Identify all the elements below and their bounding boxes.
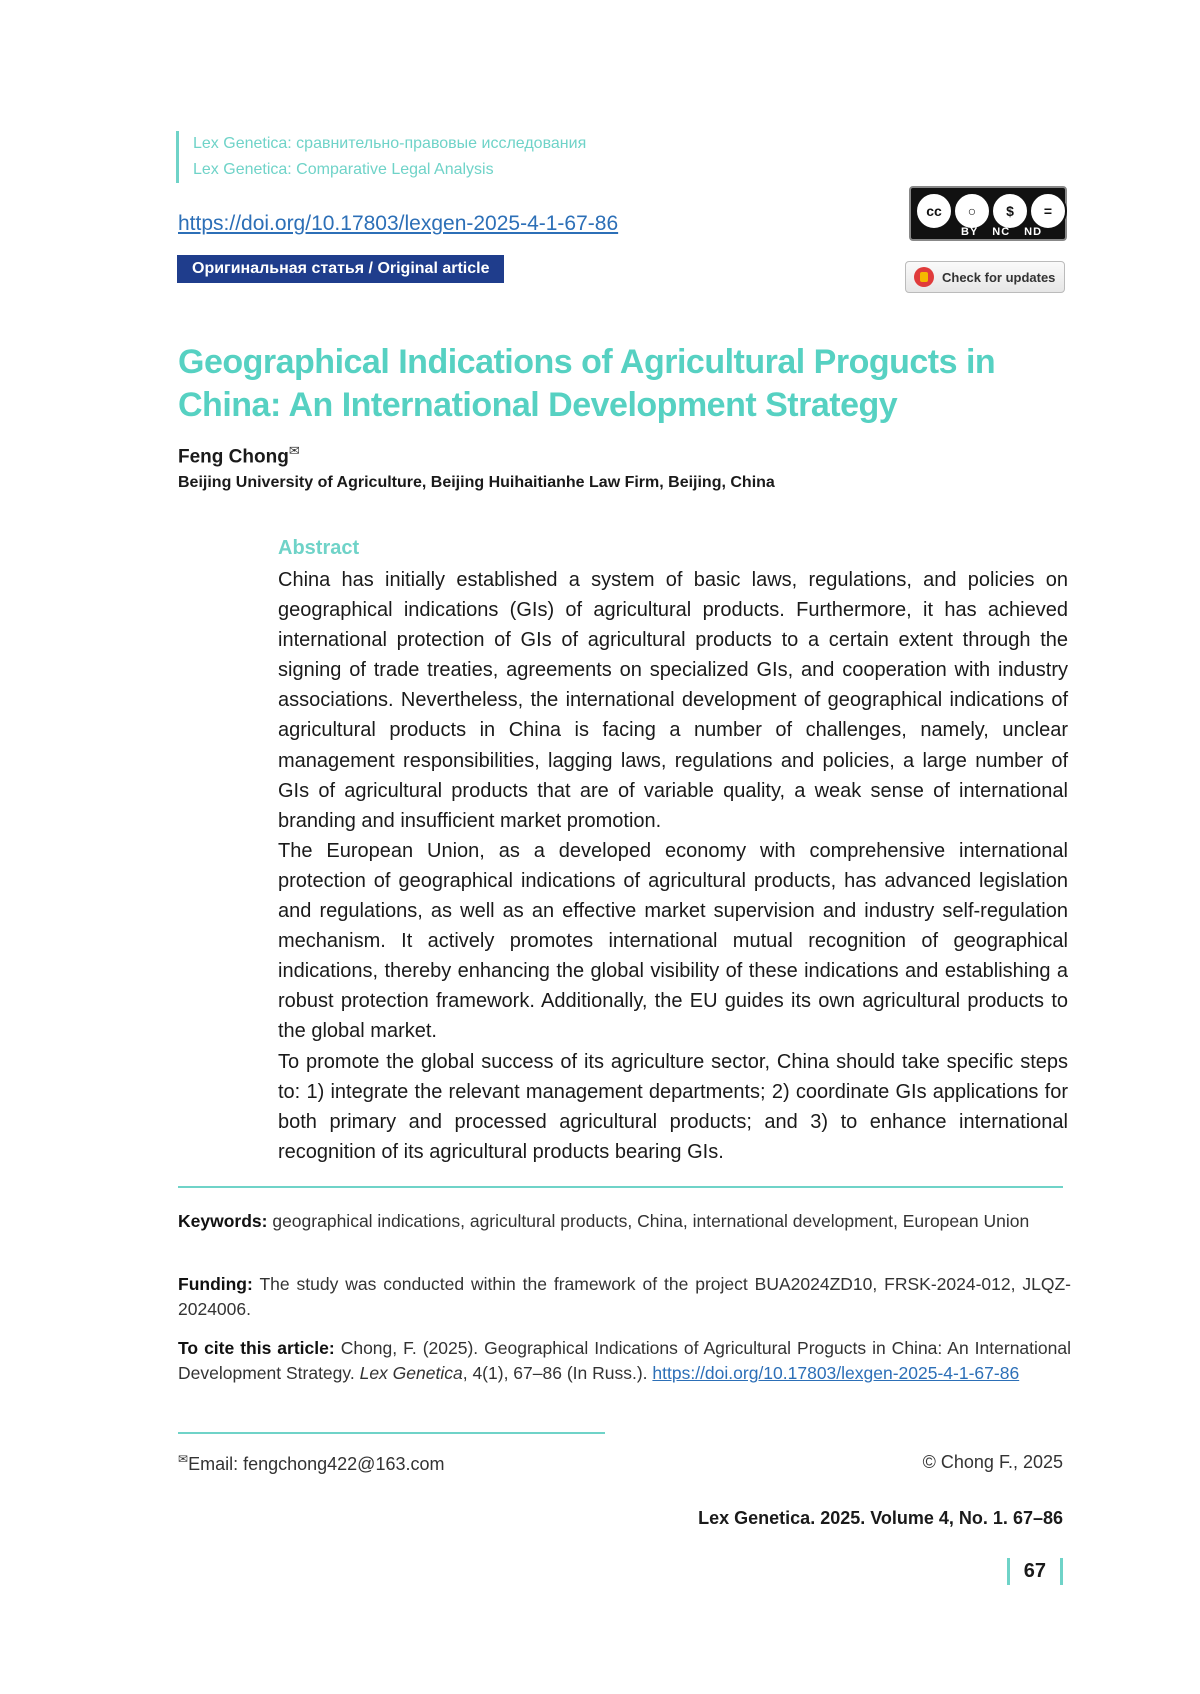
keywords-label: Keywords: bbox=[178, 1211, 268, 1231]
keywords bbox=[178, 1209, 1071, 1234]
license-labels bbox=[961, 226, 1056, 238]
cite-doi-link[interactable]: https://doi.org/10.17803/lexgen-2025-4-1-67-86 bbox=[652, 1363, 1020, 1383]
license-label-nd: ND bbox=[1024, 226, 1043, 238]
article-type-badge: Оригинальная статья / Original article bbox=[177, 255, 504, 283]
copyright: © Chong F., 2025 bbox=[922, 1452, 1063, 1472]
funding-label: Funding: bbox=[178, 1274, 253, 1294]
email-text[interactable]: Email: fengchong422@163.com bbox=[188, 1454, 445, 1474]
journal-name-en: Lex Genetica: Comparative Legal Analysis bbox=[193, 161, 494, 178]
by-icon: ○ bbox=[953, 192, 991, 230]
cc-icon: cc bbox=[915, 192, 953, 230]
cite-journal: Lex Genetica bbox=[359, 1363, 463, 1383]
cite-text: Chong, F. (2025). Geographical Indications of Agricultural Progucts in China: An International Development Strategy. bbox=[178, 1338, 1071, 1383]
affiliation: Beijing University of Agriculture, Beijing Huihaitianhe Law Firm, Beijing, China bbox=[178, 474, 775, 491]
envelope-icon: ✉ bbox=[178, 1452, 189, 1466]
keywords-text: geographical indications, agricultural products, China, international development, European Union bbox=[272, 1211, 1030, 1231]
article-title: Geographical Indications of Agricultural Progucts in China: An International Development Strategy bbox=[178, 343, 996, 424]
nd-icon: = bbox=[1029, 192, 1067, 230]
cite-text-after: , 4(1), 67–86 (In Russ.). bbox=[462, 1363, 648, 1383]
footnote-divider bbox=[178, 1432, 605, 1434]
envelope-icon[interactable]: ✉ bbox=[288, 443, 300, 458]
abstract-paragraph: China has initially established a system of basic laws, regulations, and policies on geographical indications (GIs) of agricultural products. Furthermore, it has achieved international protection of GIs of agricultural products to a certain extent through the signing of trade treaties, agreements on specialized GIs, and cooperation with industry associations. Nevertheless, the international development of geographical indications of agricultural products in China is facing a number of challenges, namely, unclear management responsibilities, lagging laws, regulations and policies, a large number of GIs of agricultural products that are of variable quality, a weak sense of international branding and insufficient market promotion. bbox=[278, 569, 1068, 832]
check-updates-button[interactable] bbox=[905, 261, 1065, 293]
journal-header bbox=[176, 131, 586, 183]
cite-label: To cite this article: bbox=[178, 1338, 335, 1358]
abstract-body bbox=[278, 565, 1068, 1167]
abstract-heading: Abstract bbox=[278, 537, 360, 559]
cc-license-badge[interactable] bbox=[909, 186, 1067, 241]
footer-citation: Lex Genetica. 2025. Volume 4, No. 1. 67–86 bbox=[698, 1508, 1063, 1528]
email-footnote bbox=[178, 1452, 445, 1475]
author-name: Feng Chong bbox=[178, 446, 289, 468]
check-updates-label: Check for updates bbox=[942, 269, 1056, 285]
author-line bbox=[178, 443, 300, 468]
license-label-nc: NC bbox=[992, 226, 1011, 238]
citation bbox=[178, 1336, 1071, 1386]
funding bbox=[178, 1272, 1071, 1322]
license-label-by: BY bbox=[961, 226, 979, 238]
nc-icon: $ bbox=[991, 192, 1029, 230]
divider bbox=[178, 1186, 1063, 1188]
bookmark-icon bbox=[914, 267, 934, 287]
funding-text: The study was conducted within the framework of the project BUA2024ZD10, FRSK-2024-012, JLQZ-2024006. bbox=[178, 1274, 1072, 1319]
abstract-paragraph: The European Union, as a developed economy with comprehensive international protection of geographical indications of agricultural products, has advanced legislation and regulations, as well as an effective market supervision and industry self-regulation mechanism. It actively promotes international mutual recognition of geographical indications, thereby enhancing the global visibility of these indications and establishing a robust protection framework. Additionally, the EU guides its own agricultural products to the global market. bbox=[278, 839, 1068, 1043]
doi-link[interactable]: https://doi.org/10.17803/lexgen-2025-4-1-67-86 bbox=[178, 212, 619, 235]
journal-name-ru: Lex Genetica: сравнительно-правовые исследования bbox=[193, 135, 587, 152]
page-number: 67 bbox=[1007, 1558, 1063, 1585]
abstract-paragraph: To promote the global success of its agriculture sector, China should take specific steps to: 1) integrate the relevant management departments; 2) coordinate GIs applications for both primary and processed agricultural products; and 3) to enhance international recognition of its agricultural products bearing GIs. bbox=[278, 1050, 1068, 1163]
